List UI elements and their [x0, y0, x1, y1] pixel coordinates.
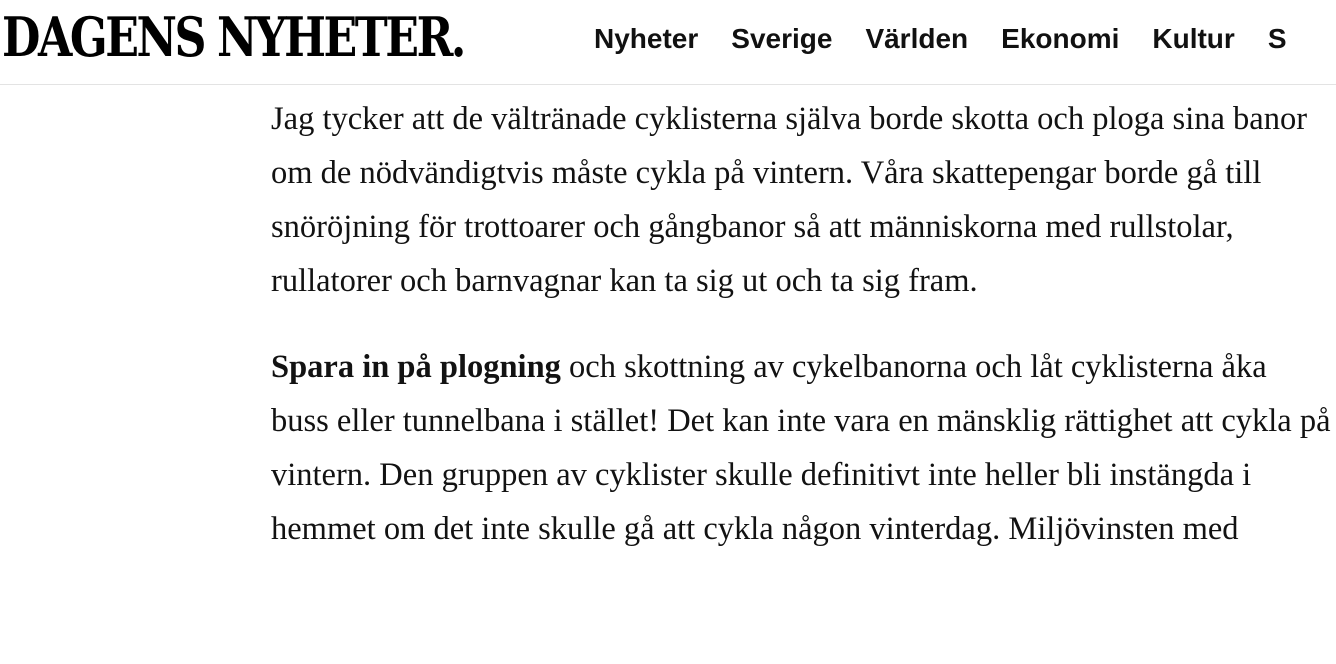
- article-paragraph: [271, 340, 1331, 556]
- nav-item-kultur[interactable]: Kultur: [1152, 23, 1235, 54]
- nav-item-nyheter[interactable]: Nyheter: [594, 23, 699, 54]
- nav-item-sverige[interactable]: Sverige: [731, 23, 833, 54]
- nav-item-truncated[interactable]: S: [1267, 23, 1287, 54]
- site-header: [0, 0, 1336, 85]
- paragraph-lead-bold: Spara in på plogning: [271, 349, 561, 385]
- main-nav: [594, 0, 1320, 78]
- article-paragraph: Jag tycker att de vältränade cyklisterna själva borde skotta och ploga sina banor om de nödvändigtvis måste cykla på vintern. Våra skattepengar borde gå till snöröjning för trottoarer och gångbanor så att människorna med rullstolar, rullatorer och barnvagnar kan ta sig ut och ta sig fram.: [271, 101, 1308, 299]
- nav-item-varlden[interactable]: Världen: [865, 23, 969, 54]
- paragraph-text: och skottning av cykelbanorna och låt cyklisterna åka buss eller tunnelbana i stället! Det kan inte vara en mänsklig rättighet att cykla på vintern. Den gruppen av cyklister skulle definitivt inte heller bli instängda i hemmet om det inte skulle gå att cykla någon vinterdag. Miljövinsten med: [271, 349, 1331, 547]
- site-logo[interactable]: DAGENS NYHETER.: [2, 5, 464, 69]
- nav-item-ekonomi[interactable]: Ekonomi: [1001, 23, 1120, 54]
- article-body: [271, 92, 1331, 588]
